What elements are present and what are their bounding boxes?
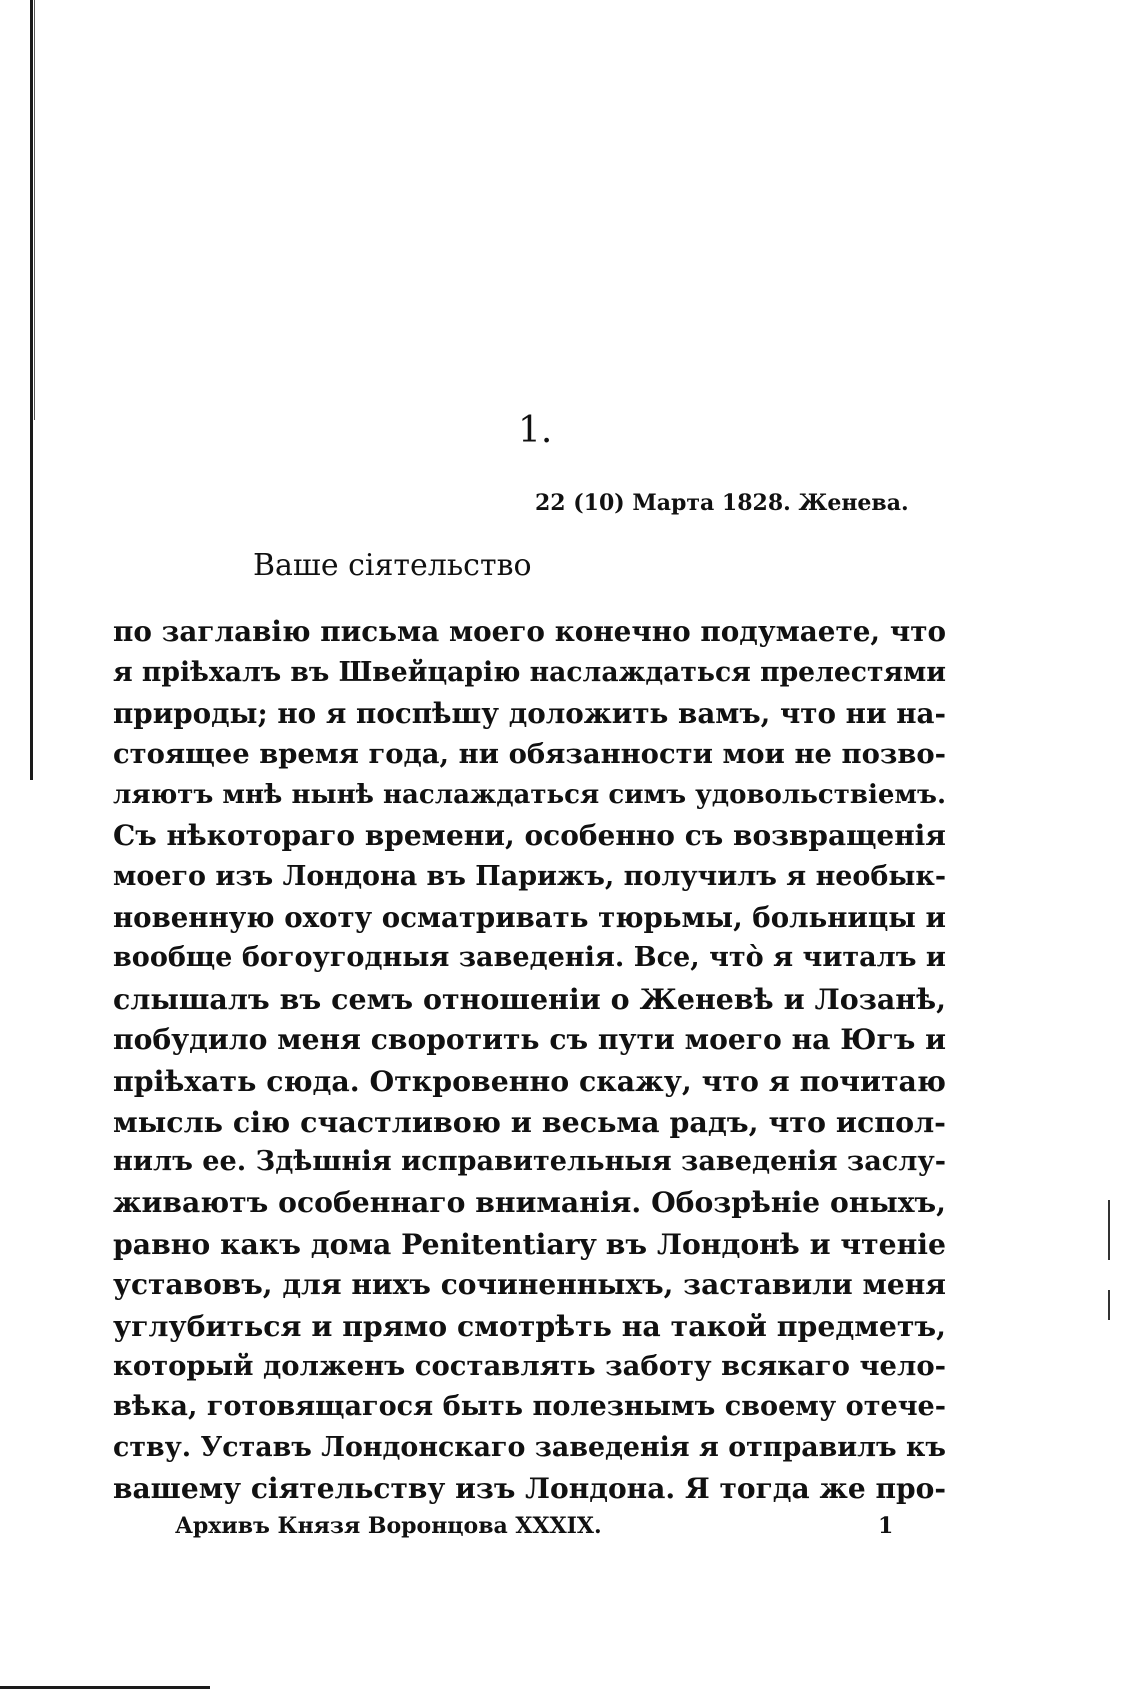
body-line: равно какъ дома Penitentiary въ Лондонѣ и чтеніе: [113, 1226, 946, 1261]
body-line: ству. Уставъ Лондонскаго заведенія я отправилъ къ: [113, 1431, 946, 1463]
dateline: 22 (10) Марта 1828. Женева.: [535, 490, 909, 516]
body-line: моего изъ Лондона въ Парижъ, получилъ я необык-: [113, 860, 946, 892]
salutation: Ваше сіятельство: [253, 548, 532, 583]
body-line: стоящее время года, ни обязанности мои не позво-: [113, 738, 946, 771]
scan-bottom-line: [0, 1686, 210, 1689]
footer-title: Архивъ Князя Воронцова XXXIX.: [175, 1513, 602, 1539]
body-line: вѣка, готовящагося быть полезнымъ своему отече-: [113, 1391, 946, 1423]
body-line: углубиться и прямо смотрѣть на такой предметъ,: [113, 1308, 947, 1343]
scan-edge-left: [30, 0, 33, 780]
body-line: по заглавію письма моего конечно подумаете, что: [113, 615, 946, 648]
scan-edge-left-faint: [34, 0, 35, 420]
letter-body: [113, 612, 946, 1510]
body-line: пріѣхать сюда. Откровенно скажу, что я почитаю: [113, 1063, 946, 1098]
body-line: Съ нѣкотораго времени, особенно съ возвращенія: [113, 818, 946, 852]
body-line: я пріѣхалъ въ Швейцарію наслаждаться прелестями: [113, 656, 946, 688]
body-line: который долженъ составлять заботу всякаго чело-: [113, 1350, 947, 1383]
letter-number: 1.: [518, 410, 553, 451]
body-line: вашему сіятельству изъ Лондона. Я тогда же про-: [113, 1471, 946, 1505]
scan-right-mark: [1108, 1290, 1110, 1320]
body-line: уставовъ, для нихъ сочиненныхъ, заставили меня: [113, 1267, 946, 1301]
page-number: 1: [878, 1513, 894, 1539]
body-line: побудило меня своротить съ пути моего на Югъ и: [113, 1022, 946, 1056]
body-line: природы; но я поспѣшу доложить вамъ, что ни на-: [113, 696, 946, 730]
scan-right-mark: [1108, 1200, 1110, 1260]
body-line: вообще богоугодныя заведенія. Все, что̀ я читалъ и: [113, 942, 946, 974]
body-line: ляютъ мнѣ нынѣ наслаждаться симъ удовольствіемъ.: [113, 780, 946, 811]
body-line: живаютъ особеннаго вниманія. Обозрѣніе оныхъ,: [113, 1186, 946, 1220]
body-line: слышалъ въ семъ отношеніи о Женевѣ и Лозанѣ,: [113, 982, 946, 1017]
body-line: мысль сію счастливою и весьма радъ, что испол-: [113, 1104, 947, 1139]
body-line: нилъ ее. Здѣшнія исправительныя заведенія заслу-: [113, 1146, 947, 1178]
body-line: новенную охоту осматривать тюрьмы, больницы и: [113, 900, 946, 934]
